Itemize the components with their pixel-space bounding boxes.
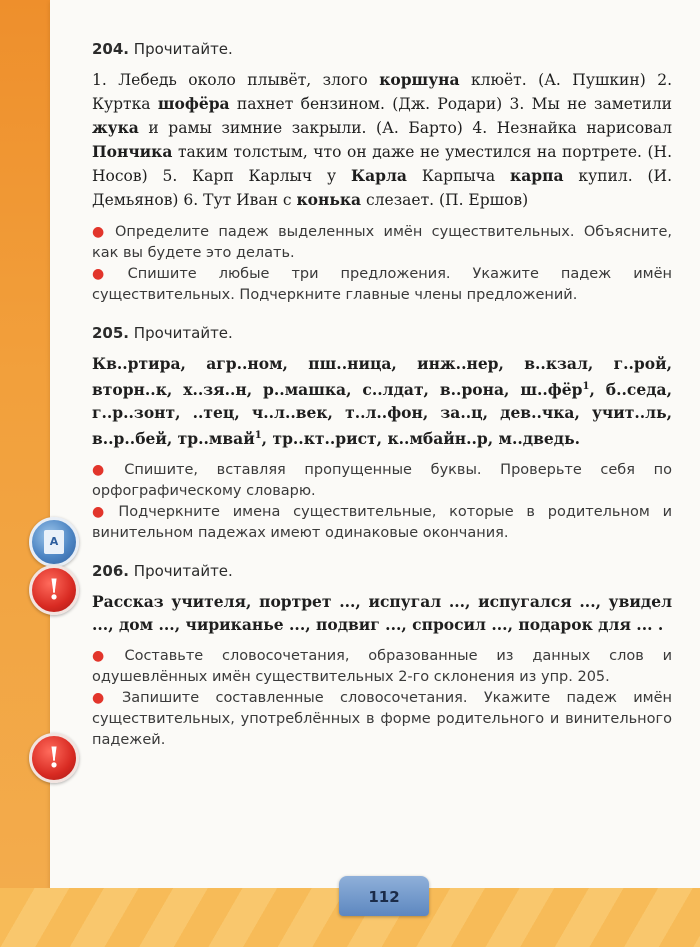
dictionary-icon bbox=[29, 517, 79, 567]
bullet-icon: ● bbox=[92, 224, 109, 240]
exercise-number: 206. bbox=[92, 562, 130, 581]
exercise-number: 205. bbox=[92, 324, 130, 342]
exercise-text: 1. Лебедь около плывёт, злого коршуна клюёт. (А. Пушкин) 2. Куртка шофёра пахнет бензином. (Дж. Родари) 3. Мы не заметили жука и рамы зимние закрыли. (А. Барто) 4. Незнайка нарисовал Пончика таким толстым, что он даже не уместился на портрете. (Н. Носов) 5. Карп Карлыч у Карла Карпыча карпа купил. (И. Демьянов) 6. Тут Иван с конька слезает. (П. Ершов) bbox=[92, 70, 673, 209]
bullet-icon: ● bbox=[92, 266, 122, 282]
task-bullet: ● Спишите, вставляя пропущенные буквы. Проверьте себя по орфографическому словарю. bbox=[92, 462, 672, 500]
exercise-instruction: Прочитайте. bbox=[133, 324, 233, 342]
exercise-tasks bbox=[92, 222, 672, 306]
exercise-instruction: Прочитайте. bbox=[133, 562, 233, 581]
exercise-header bbox=[92, 324, 672, 342]
bullet-icon: ● bbox=[92, 690, 116, 707]
task-bullet: ● Запишите составленные словосочетания. Укажите падеж имён существительных, употреблённых в форме родительного и винительного падежей. bbox=[92, 690, 672, 749]
word-list: Рассказ учителя, портрет ..., испугал ..., испугался ..., увидел ..., дом ..., чириканье ..., подвиг ..., спросил ..., подарок для ... . bbox=[92, 592, 672, 635]
word-list: Кв..ртира, агр..ном, пш..ница, инж..нер, в..кзал, г..рой, вторн..к, х..зя..н, р..машка, с..лдат, в..рона, ш..фёр$^1$, б..седа, г..р..зонт, ..тец, ч..л..век, т..л..фон, за..ц, дев..чка, учит..ль, в..р..бей, тр..мвай$^1$, тр..кт..рист, к..мбайн..р, м..дведь. bbox=[92, 354, 672, 449]
exclamation-icon: ! bbox=[29, 565, 79, 615]
exercise-header bbox=[92, 562, 672, 580]
exercise-header bbox=[92, 40, 672, 58]
exercise-205 bbox=[92, 324, 672, 544]
exercise-tasks bbox=[92, 460, 672, 544]
left-margin-band bbox=[0, 0, 50, 947]
task-bullet: ● Спишите любые три предложения. Укажите падеж имён существительных. Подчеркните главные члены предложений. bbox=[92, 266, 673, 303]
bullet-icon: ● bbox=[92, 462, 119, 479]
book-icon: А bbox=[44, 530, 64, 554]
task-bullet: ● Определите падеж выделенных имён существительных. Объясните, как вы будете это делать. bbox=[92, 224, 673, 261]
exercise-number: 204. bbox=[92, 40, 130, 58]
exercise-tasks bbox=[92, 646, 672, 751]
task-bullet: ● Составьте словосочетания, образованные из данных слов и одушевлённых имён существительных 2-го склонения из упр. 205. bbox=[92, 648, 673, 686]
page-content bbox=[92, 40, 672, 769]
exercise-206 bbox=[92, 562, 672, 751]
page-number: 112 bbox=[339, 876, 429, 916]
bullet-icon: ● bbox=[92, 504, 113, 521]
task-bullet: ● Подчеркните имена существительные, которые в родительном и винительном падежах имеют одинаковые окончания. bbox=[92, 504, 672, 542]
exclamation-icon: ! bbox=[29, 733, 79, 783]
exercise-204 bbox=[92, 40, 672, 306]
exercise-instruction: Прочитайте. bbox=[133, 40, 233, 58]
bullet-icon: ● bbox=[92, 648, 119, 665]
